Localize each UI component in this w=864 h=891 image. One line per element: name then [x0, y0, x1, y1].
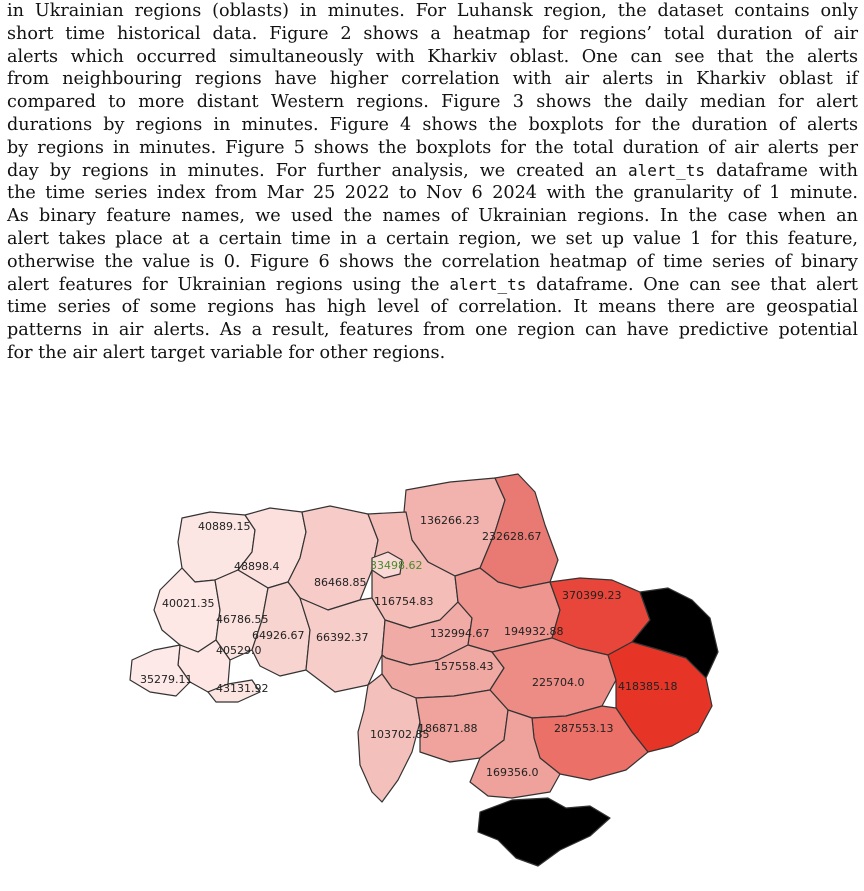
inline-code: alert_ts	[449, 274, 527, 294]
label-zaporizhzhia: 287553.13	[554, 722, 614, 735]
ukraine-heatmap-figure	[120, 470, 740, 891]
text-line: time series of some regions has high level of correlation. It means there are geospatial	[7, 297, 858, 318]
text-line: alert takes place at a certain time in a certain region, we set up value 1 for this feature,	[7, 228, 858, 249]
label-chernivtsi: 43131.92	[216, 682, 269, 695]
label-odesa: 103702.85	[370, 728, 430, 741]
label-cherkasy: 132994.67	[430, 627, 490, 640]
label-zhytomyr: 86468.85	[314, 576, 367, 589]
label-vinnytsia: 66392.37	[316, 631, 369, 644]
label-poltava: 194932.88	[504, 625, 564, 638]
label-kirovohrad: 157558.43	[434, 660, 494, 673]
region-crimea	[478, 798, 610, 866]
label-kherson: 169356.0	[486, 766, 539, 779]
text-line: by regions in minutes. Figure 5 shows the boxplots for the total duration of air alerts per	[7, 137, 858, 158]
label-donetsk: 418385.18	[618, 680, 678, 693]
text-line: compared to more distant Western regions. Figure 3 shows the daily median for alert	[7, 92, 858, 113]
text-line	[7, 274, 858, 297]
text-line: for the air alert target variable for other regions.	[7, 342, 446, 363]
label-lviv: 40021.35	[162, 597, 215, 610]
label-chernihiv: 136266.23	[420, 514, 480, 527]
text-line: in Ukrainian regions (oblasts) in minutes. For Luhansk region, the dataset contains only	[7, 1, 858, 21]
label-zakarpattia: 35279.11	[140, 673, 193, 686]
label-khmelnytskyi: 64926.67	[252, 629, 305, 642]
label-ternopil: 46786.55	[216, 613, 269, 626]
region-lviv	[154, 568, 220, 652]
text-fragment: alert features for Ukrainian regions using the	[7, 274, 450, 295]
label-kyiv-city: 33498.62	[370, 559, 423, 572]
region-vinnytsia	[300, 598, 385, 692]
ukraine-map	[120, 470, 740, 891]
text-fragment: day by regions in minutes. For further analysis, we created an	[7, 160, 628, 181]
label-mykolaiv: 186871.88	[418, 722, 478, 735]
label-dnipro: 225704.0	[532, 676, 585, 689]
label-ivano-frankivsk: 40529.0	[216, 644, 262, 657]
label-volyn: 40889.15	[198, 520, 251, 533]
text-line: durations by regions in minutes. Figure 4 shows the boxplots for the duration of alerts	[7, 114, 858, 135]
text-line: from neighbouring regions have higher correlation with air alerts in Kharkiv oblast if	[7, 69, 858, 90]
text-line: patterns in air alerts. As a result, features from one region can have predictive potential	[7, 320, 858, 341]
text-line: otherwise the value is 0. Figure 6 shows the correlation heatmap of time series of binary	[7, 251, 858, 272]
inline-code: alert_ts	[627, 160, 706, 180]
text-line: As binary feature names, we used the names of Ukrainian regions. In the case when an	[7, 206, 858, 227]
body-paragraph	[7, 0, 858, 365]
text-line: the time series index from Mar 25 2022 to Nov 6 2024 with the granularity of 1 minute.	[7, 183, 858, 204]
label-sumy: 232628.67	[482, 530, 542, 543]
text-line	[7, 160, 858, 183]
label-kyiv: 116754.83	[374, 595, 434, 608]
text-line: short time historical data. Figure 2 shows a heatmap for regions’ total duration of air	[7, 23, 858, 44]
label-kharkiv: 370399.23	[562, 589, 622, 602]
text-fragment: dataframe with	[705, 160, 859, 181]
text-fragment: dataframe. One can see that alert	[526, 274, 858, 295]
text-line: alerts which occurred simultaneously with Kharkiv oblast. One can see that the alerts	[7, 46, 858, 67]
label-rivne: 48898.4	[234, 560, 280, 573]
